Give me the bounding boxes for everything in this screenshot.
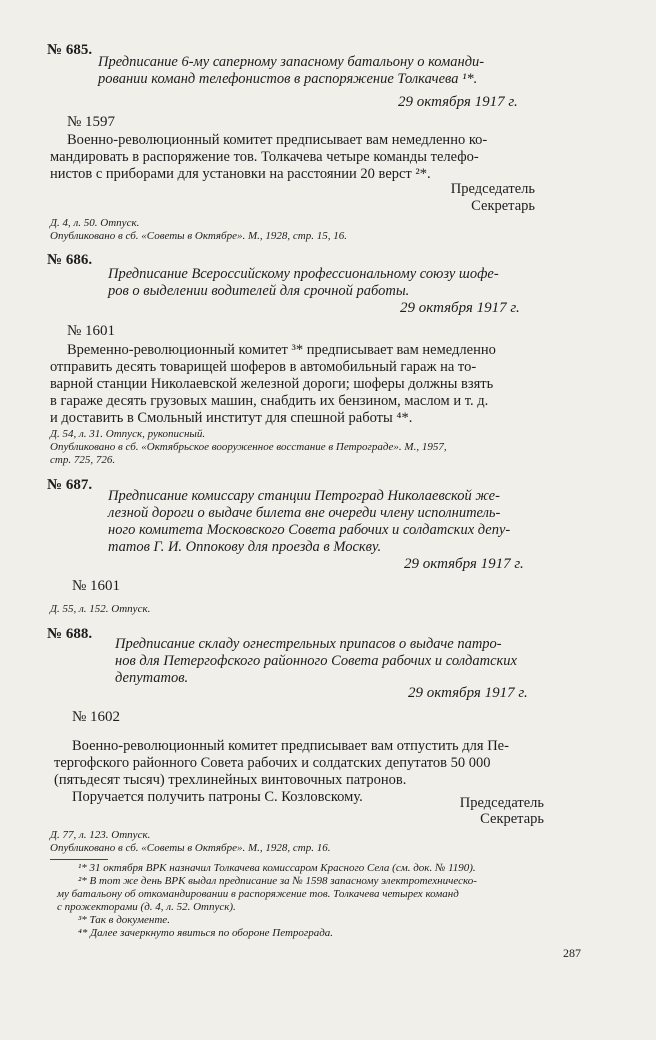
doc-688-body-assigned: Поручается получить патроны С. Козловскому. bbox=[72, 789, 363, 805]
doc-685-source-line-1: Д. 4, л. 50. Отпуск. bbox=[50, 217, 140, 229]
doc-687-title-line-4: татов Г. И. Оппокову для проезда в Москву. bbox=[108, 539, 382, 555]
doc-686-body-line-2: отправить десять товарищей шоферов в автомобильный гараж на то- bbox=[50, 359, 477, 375]
doc-686-body-line-3: варной станции Николаевской железной дороги; шоферы должны взять bbox=[50, 376, 494, 392]
doc-686-body-line-5: и доставить в Смольный институт для спешной работы ⁴*. bbox=[50, 410, 413, 426]
doc-686-source-line-3: стр. 725, 726. bbox=[50, 454, 116, 466]
doc-688-body-line-3: (пятьдесят тысяч) трехлинейных винтовочных патронов. bbox=[54, 772, 407, 788]
doc-685-body-line-3: нистов с приборами для установки на расстоянии 20 верст ²*. bbox=[50, 166, 431, 182]
footnote-1: ¹* 31 октября ВРК назначил Толкачева комиссаром Красного Села (см. док. № 1190). bbox=[78, 862, 476, 874]
doc-687-doc-number: № 1601 bbox=[72, 578, 121, 594]
doc-685-title-line-1: Предписание 6-му саперному запасному батальону о команди- bbox=[98, 54, 485, 70]
doc-686-body-line-4: в гараже десять грузовых машин, снабдить их бензином, маслом и т. д. bbox=[50, 393, 489, 409]
doc-688-source-line-1: Д. 77, л. 123. Отпуск. bbox=[50, 829, 151, 841]
doc-685-chairman-sign: Председатель bbox=[450, 181, 535, 197]
footnote-2-line-1: ²* В тот же день ВРК выдал предписание за № 1598 запасному электротехническо- bbox=[78, 875, 477, 887]
doc-688-date: 29 октября 1917 г. bbox=[408, 685, 528, 701]
doc-685-body-line-1: Военно-революционный комитет предписывает вам немедленно ко- bbox=[67, 132, 488, 148]
doc-687-title-line-2: лезной дороги о выдаче билета вне очереди члену исполнитель- bbox=[108, 505, 501, 521]
doc-688-chairman-sign: Председатель bbox=[459, 795, 544, 811]
doc-688-body-line-2: тергофского районного Совета рабочих и солдатских депутатов 50 000 bbox=[54, 755, 491, 771]
doc-687-title-line-1: Предписание комиссару станции Петроград Николаевской же- bbox=[108, 488, 500, 504]
doc-686-title-line-1: Предписание Всероссийскому профессиональному союзу шофе- bbox=[108, 266, 499, 282]
doc-688-title-line-3: депутатов. bbox=[115, 670, 189, 686]
doc-687-date: 29 октября 1917 г. bbox=[404, 556, 524, 572]
doc-685-source-line-2: Опубликовано в сб. «Советы в Октябре». М., 1928, стр. 15, 16. bbox=[50, 230, 347, 242]
page-number: 287 bbox=[563, 946, 581, 960]
doc-686-date: 29 октября 1917 г. bbox=[400, 300, 520, 316]
doc-686-title-line-2: ров о выделении водителей для срочной работы. bbox=[108, 283, 410, 299]
doc-688-number: № 688. bbox=[47, 626, 93, 642]
doc-687-number: № 687. bbox=[47, 477, 93, 493]
doc-688-doc-number: № 1602 bbox=[72, 709, 121, 725]
doc-686-source-line-1: Д. 54, л. 31. Отпуск, рукописный. bbox=[50, 428, 206, 440]
doc-686-body-line-1: Временно-революционный комитет ³* предписывает вам немедленно bbox=[67, 342, 496, 358]
footnote-4: ⁴* Далее зачеркнуто явиться по обороне Петрограда. bbox=[78, 927, 334, 939]
doc-688-secretary-sign: Секретарь bbox=[480, 811, 544, 827]
footnote-2-line-2: му батальону об откомандировании в распоряжение тов. Толкачева четырех команд bbox=[57, 888, 459, 900]
doc-687-source-line-1: Д. 55, л. 152. Отпуск. bbox=[50, 603, 151, 615]
footnote-3: ³* Так в документе. bbox=[78, 914, 170, 926]
doc-685-date: 29 октября 1917 г. bbox=[398, 94, 518, 110]
doc-688-title-line-2: нов для Петергофского районного Совета рабочих и солдатских bbox=[115, 653, 517, 669]
doc-688-source-line-2: Опубликовано в сб. «Советы в Октябре». М., 1928, стр. 16. bbox=[50, 842, 331, 854]
doc-685-number: № 685. bbox=[47, 42, 93, 58]
doc-686-number: № 686. bbox=[47, 252, 93, 268]
doc-687-title-line-3: ного комитета Московского Совета рабочих и солдатских депу- bbox=[108, 522, 511, 538]
doc-685-body-line-2: мандировать в распоряжение тов. Толкачева четыре команды телефо- bbox=[50, 149, 479, 165]
doc-688-title-line-1: Предписание складу огнестрельных припасов о выдаче патро- bbox=[115, 636, 502, 652]
doc-685-title-line-2: ровании команд телефонистов в распоряжение Толкачева ¹*. bbox=[98, 71, 478, 87]
footnote-2-line-3: с прожекторами (д. 4, л. 52. Отпуск). bbox=[57, 901, 236, 913]
doc-685-secretary-sign: Секретарь bbox=[471, 198, 535, 214]
doc-688-body-line-1: Военно-революционный комитет предписывает вам отпустить для Пе- bbox=[72, 738, 509, 754]
doc-686-source-line-2: Опубликовано в сб. «Октябрьское вооруженное восстание в Петрограде». М., 1957, bbox=[50, 441, 447, 453]
footnote-divider bbox=[50, 859, 108, 860]
doc-686-doc-number: № 1601 bbox=[67, 323, 116, 339]
doc-685-doc-number: № 1597 bbox=[67, 114, 116, 130]
